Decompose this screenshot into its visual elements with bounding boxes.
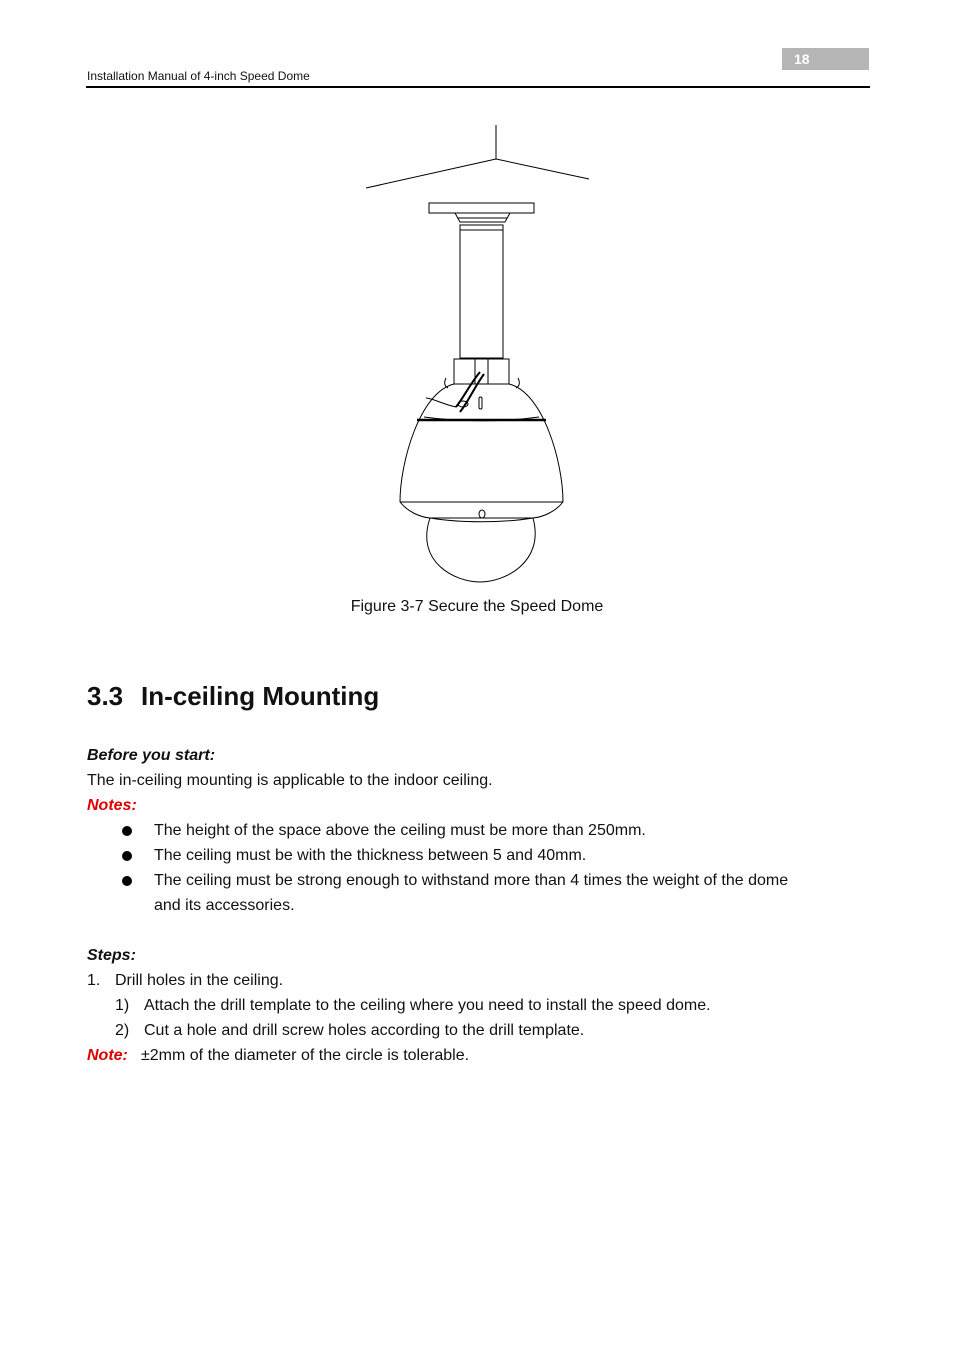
note-item: The ceiling must be strong enough to withstand more than 4 times the weight of the dome [154,872,789,889]
note-item: The height of the space above the ceiling must be more than 250mm. [154,822,646,839]
step-number: 1. [87,972,101,989]
header-rule [86,86,870,88]
before-you-start-text: The in-ceiling mounting is applicable to the indoor ceiling. [87,772,493,789]
substep-text: Cut a hole and drill screw holes according to the drill template. [144,1022,585,1039]
section-heading [87,681,379,712]
speed-dome-illustration [360,122,600,587]
section-title: In-ceiling Mounting [141,681,380,711]
notes-label: Notes: [87,797,137,814]
steps-label: Steps: [87,947,136,964]
substep-number: 2) [115,1022,130,1039]
figure-caption: Figure 3-7 Secure the Speed Dome [350,598,604,615]
substep-text: Attach the drill template to the ceiling where you need to install the speed dome. [144,997,711,1014]
note-item-continuation: and its accessories. [154,897,295,914]
note-label: Note: [87,1047,128,1064]
note-item: The ceiling must be with the thickness between 5 and 40mm. [154,847,587,864]
step-text: Drill holes in the ceiling. [115,972,284,989]
before-you-start-label: Before you start: [87,747,216,764]
header-title: Installation Manual of 4-inch Speed Dome [87,69,310,83]
section-number: 3.3 [87,681,124,711]
bullet-icon [122,876,132,886]
note-text: ±2mm of the diameter of the circle is tolerable. [141,1047,470,1064]
bullet-icon [122,826,132,836]
substep-number: 1) [115,997,130,1014]
page-number: 18 [782,48,869,70]
bullet-icon [122,851,132,861]
